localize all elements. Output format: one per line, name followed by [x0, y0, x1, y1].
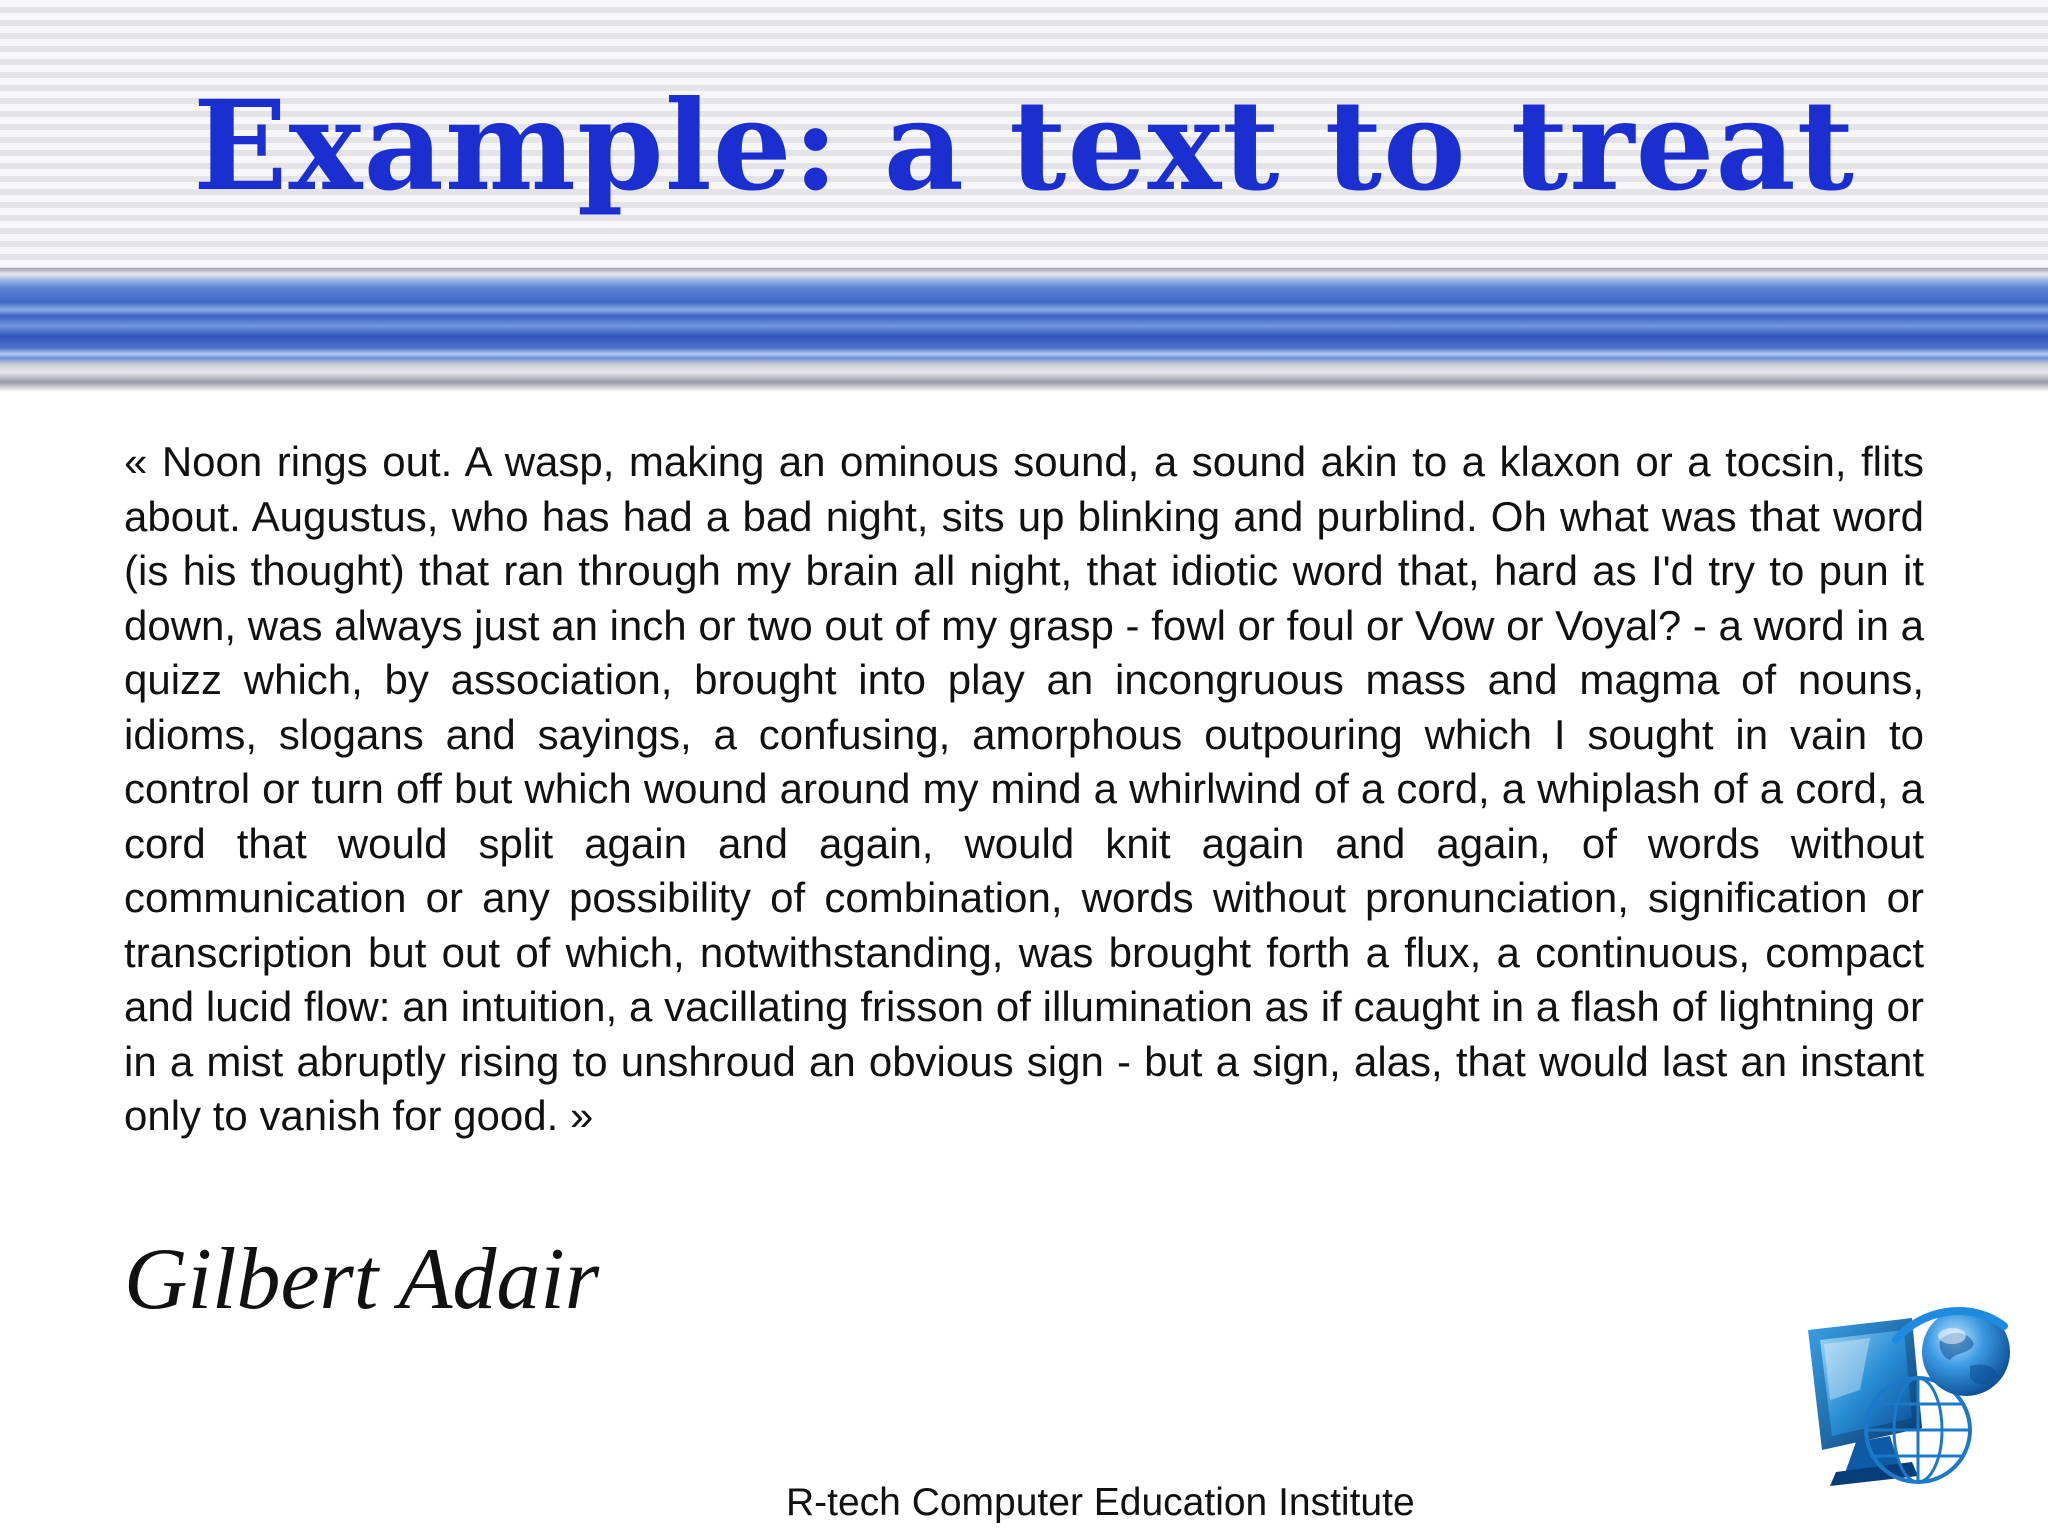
- quote-text: « Noon rings out. A wasp, making an ominous sound, a sound akin to a klaxon or a tocsin, flits about. Augustus, who has had a bad night, sits up blinking and purblind. Oh what was that word (is his thought) that ran through my brain all night, that idiotic word that, hard as I'd try to pun it down, was always just an inch or two out of my grasp - fowl or foul or Vow or Voyal? - a word in a quizz which, by association, brought into play an incongruous mass and magma of nouns, idioms, slogans and sayings, a confusing, amorphous outpouring which I sought in vain to control or turn off but which wound around my mind a whirlwind of a cord, a whiplash of a cord, a cord that would split again and again, would knit again and again, of words without communication or any possibility of combination, words without pronunciation, signification or transcription but out of which, notwithstanding, was brought forth a flux, a continuous, compact and lucid flow: an intuition, a vacillating frisson of illumination as if caught in a flash of lightning or in a mist abruptly rising to unshroud an obvious sign - but a sign, alas, that would last an instant only to vanish for good. »: [124, 438, 1924, 1139]
- footer-institute: R-tech Computer Education Institute: [786, 1481, 1415, 1524]
- monitor-globe-logo-icon: [1800, 1300, 2020, 1500]
- quote-author: Gilbert Adair: [124, 1231, 600, 1328]
- slide-title: Example: a text to treat: [193, 74, 1855, 219]
- header-blue-bar: [0, 268, 2048, 392]
